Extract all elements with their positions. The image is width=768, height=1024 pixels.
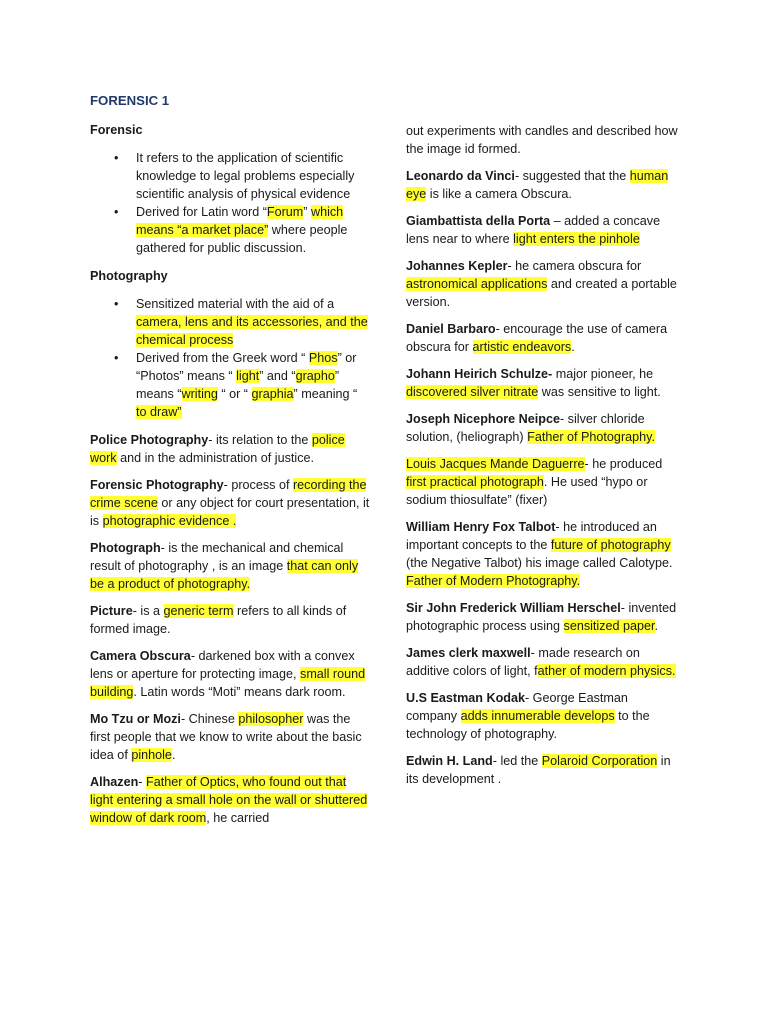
definition-entry [90, 710, 370, 764]
definition-entry [406, 455, 681, 509]
text-run: Sensitized material with the aid of a [136, 297, 335, 311]
text-run: - silver chloride solution, (heliograph) [406, 412, 645, 444]
highlighted-text: Father of Optics, who found out that light entering a small hole on the wall or shuttered window of dark room [90, 775, 368, 825]
text-run: - darkened box with a convex lens or aperture for protecting image, [90, 649, 355, 681]
highlighted-text: light [236, 369, 260, 383]
definition-entry [406, 365, 681, 401]
text-run: (the Negative Talbot) his image called Calotype. [406, 556, 673, 570]
highlighted-text: graphia [251, 387, 294, 401]
highlighted-text: Louis Jacques Mande Daguerre [406, 457, 585, 471]
highlighted-text: pinhole [131, 748, 172, 762]
definition-entry [406, 599, 681, 635]
text-run: - [138, 775, 146, 789]
text-run: was the first people that we know to write about the basic idea of [90, 712, 362, 762]
text-run: or any object for court presentation, it is [90, 496, 370, 528]
term-label: Police Photography [90, 433, 209, 447]
text-run: ” and “ [259, 369, 296, 383]
text-run: - is a [132, 604, 164, 618]
highlighted-text: philosopher [238, 712, 304, 726]
highlighted-text: grapho [295, 369, 335, 383]
text-run: where people gathered for public discussion. [136, 223, 348, 255]
definition-entry [406, 410, 681, 446]
highlighted-text: sensitized paper [563, 619, 655, 633]
text-run: - encourage the use of camera obscura for [406, 322, 668, 354]
highlighted-text: recording the crime scene [90, 478, 367, 510]
highlighted-text: first practical photograph [406, 475, 544, 489]
highlighted-text: generic term [163, 604, 234, 618]
text-run: Derived for Latin word “ [136, 205, 267, 219]
term-label: Picture [90, 604, 133, 618]
document-title: FORENSIC 1 [90, 93, 170, 108]
text-run: . [171, 748, 176, 762]
highlighted-text: ather of modern physics. [537, 664, 676, 678]
text-run: Derived from the Greek word “ [136, 351, 309, 365]
forensic-bullet-item [90, 203, 370, 257]
term-label: Johannes Kepler [406, 259, 508, 273]
term-label: Camera Obscura [90, 649, 191, 663]
term-label: Photograph [90, 541, 161, 555]
term-label: Johann Heirich Schulze- [406, 367, 553, 381]
definition-entry [406, 689, 681, 743]
alhazen-continuation: out experiments with candles and described how the image id formed. [406, 124, 678, 156]
term-label: Joseph Nicephore Neipce [406, 412, 560, 426]
definition-entry [406, 518, 681, 590]
term-label: Giambattista della Porta [406, 214, 551, 228]
right-column [406, 0, 681, 797]
text-run: - he camera obscura for [507, 259, 642, 273]
text-run: - led the [492, 754, 542, 768]
left-entries [90, 431, 370, 827]
definition-entry [90, 431, 370, 467]
highlighted-text: Father of Modern Photography. [406, 574, 581, 588]
highlighted-text: which means “a market place” [136, 205, 344, 237]
text-run: , he carried [206, 811, 270, 825]
forensic-bullet-item [90, 149, 370, 203]
text-run: refers to all kinds of formed image. [90, 604, 347, 636]
text-run: . [571, 340, 575, 354]
text-run: ” means “ [136, 369, 340, 401]
term-label: Mo Tzu or Mozi [90, 712, 181, 726]
text-run: - suggested that the [514, 169, 630, 183]
highlighted-text: writing [181, 387, 218, 401]
highlighted-text: future of photography [550, 538, 671, 552]
highlighted-text: photographic evidence . [102, 514, 237, 528]
highlighted-text: Polaroid Corporation [541, 754, 658, 768]
highlighted-text: that can only be a product of photography. [90, 559, 359, 591]
photography-bullet-item [90, 349, 370, 421]
text-run: - invented photographic process using [406, 601, 677, 633]
term-label: Forensic Photography [90, 478, 224, 492]
highlighted-text: astronomical applications [406, 277, 548, 291]
highlighted-text: artistic endeavors [472, 340, 572, 354]
text-run: and created a portable version. [406, 277, 677, 309]
text-run: . [654, 619, 659, 633]
definition-entry [90, 539, 370, 593]
definition-entry [90, 476, 370, 530]
forensic-bullet-list [90, 149, 370, 257]
text-run: - Chinese [180, 712, 239, 726]
highlighted-text: camera, lens and its accessories, and the chemical process [136, 315, 368, 347]
highlighted-text: light enters the pinhole [513, 232, 640, 246]
definition-entry [90, 647, 370, 701]
text-run: is like a camera Obscura. [426, 187, 572, 201]
term-label: Sir John Frederick William Herschel [406, 601, 621, 615]
highlighted-text: Phos [308, 351, 338, 365]
definition-entry [90, 773, 370, 827]
text-run: . He used “hypo or sodium thiosulfate” (fixer) [406, 475, 648, 507]
left-column [90, 0, 370, 836]
definition-entry [406, 212, 681, 248]
text-run: ” [303, 205, 311, 219]
text-run: was sensitive to light. [538, 385, 661, 399]
highlighted-text: police work [90, 433, 345, 465]
term-label: William Henry Fox Talbot [406, 520, 556, 534]
text-run: ” or “Photos” means “ [136, 351, 357, 383]
text-run: - he produced [584, 457, 663, 471]
term-label: U.S Eastman Kodak [406, 691, 525, 705]
text-run: It refers to the application of scientific knowledge to legal problems especially scientific analysis of physical evidence [136, 151, 355, 201]
highlighted-text: Forum [266, 205, 304, 219]
text-run: to the technology of photography. [406, 709, 650, 741]
highlighted-text: to draw” [136, 405, 182, 419]
highlighted-text: human eye [406, 169, 669, 201]
text-run: - its relation to the [208, 433, 312, 447]
definition-entry [406, 167, 681, 203]
text-run: - he introduced an important concepts to the [406, 520, 657, 552]
photography-bullet-list [90, 295, 370, 421]
text-run: ” meaning “ [293, 387, 358, 401]
highlighted-text: discovered silver nitrate [406, 385, 539, 399]
definition-entry [406, 752, 681, 788]
definition-entry [406, 257, 681, 311]
term-label: Leonardo da Vinci [406, 169, 515, 183]
definition-entry [406, 320, 681, 356]
definition-entry [90, 602, 370, 638]
term-label: Edwin H. Land [406, 754, 493, 768]
text-run: and in the administration of justice. [116, 451, 315, 465]
definition-entry [406, 644, 681, 680]
text-run: - is the mechanical and chemical result of photography , is an image [90, 541, 344, 573]
term-label: Daniel Barbaro [406, 322, 496, 336]
section-heading-forensic: Forensic [90, 123, 143, 137]
text-run: - George Eastman company [406, 691, 628, 723]
text-run: . Latin words “Moti” means dark room. [133, 685, 346, 699]
text-run: “ or “ [217, 387, 252, 401]
text-run: major pioneer, he [552, 367, 654, 381]
text-run: - process of [223, 478, 293, 492]
highlighted-text: small round building [90, 667, 366, 699]
right-entries [406, 167, 681, 788]
section-heading-photography: Photography [90, 269, 168, 283]
text-run: in its development . [406, 754, 671, 786]
highlighted-text: adds innumerable develops [460, 709, 615, 723]
text-run: - made research on additive colors of light, f [406, 646, 640, 678]
term-label: Alhazen [90, 775, 139, 789]
text-run: – added a concave lens near to where [406, 214, 661, 246]
highlighted-text: Father of Photography. [527, 430, 656, 444]
term-label: James clerk maxwell [406, 646, 531, 660]
photography-bullet-item [90, 295, 370, 349]
